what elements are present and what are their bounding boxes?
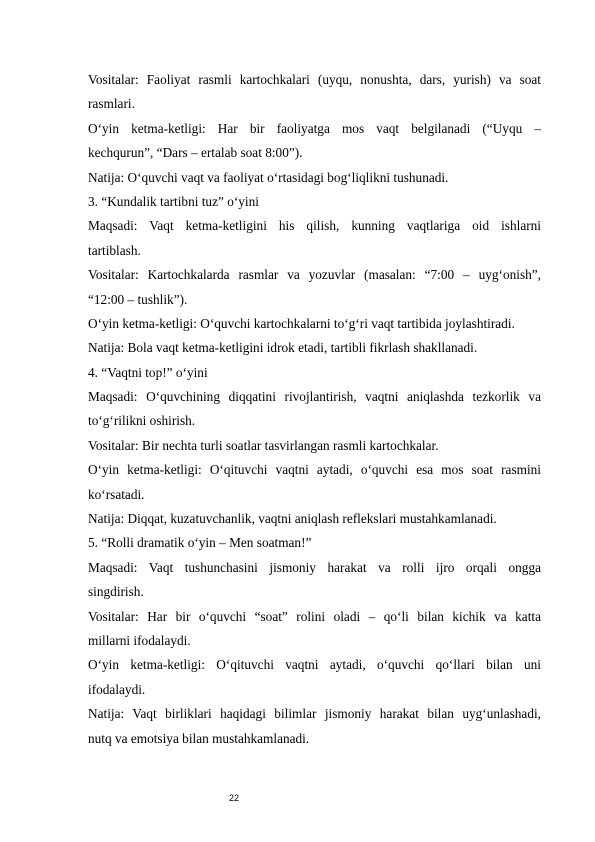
text-line: 3. “Kundalik tartibni tuz” o‘yini [88,193,259,209]
text-line: Natija: Diqqat, kuzatuvchanlik, vaqtni aniqlash reflekslari mustahkamlanadi. [88,511,497,527]
document-body [88,68,541,751]
text-line: ifodalaydi. [88,681,146,697]
text-line: singdirish. [88,584,144,600]
text-line: O‘yin ketma-ketligi: O‘quvchi kartochkalarni to‘g‘ri vaqt tartibida joylashtiradi. [88,315,515,331]
text-line: Natija: Bola vaqt ketma-ketligini idrok etadi, tartibli fikrlash shakllanadi. [88,340,478,356]
text-line: Maqsadi: Vaqt ketma-ketligini his qilish, kunning vaqtlariga oid ishlarni [88,218,541,234]
text-line: Maqsadi: Vaqt tushunchasini jismoniy harakat va rolli ijro orqali ongga [88,559,541,575]
text-line: Natija: O‘quvchi vaqt va faoliyat o‘rtasidagi bog‘liqlikni tushunadi. [88,169,449,185]
text-line: O‘yin ketma-ketligi: O‘qituvchi vaqtni aytadi, o‘quvchi esa mos soat rasmini [88,462,541,478]
text-line: rasmlari. [88,96,135,112]
text-line: nutq va emotsiya bilan mustahkamlanadi. [88,730,310,746]
text-line: Vositalar: Har bir o‘quvchi “soat” rolini oladi – qo‘li bilan kichik va katta [88,608,541,624]
text-line: Vositalar: Bir nechta turli soatlar tasvirlangan rasmli kartochkalar. [88,437,439,453]
page-number: 22 [228,793,239,803]
text-line: tartiblash. [88,242,141,258]
text-line: Maqsadi: O‘quvchining diqqatini rivojlantirish, vaqtni aniqlashda tezkorlik va [88,389,541,405]
text-line: to‘g‘rilikni oshirish. [88,413,196,429]
text-line: 4. “Vaqtni top!” o‘yini [88,364,208,380]
text-line: Vositalar: Faoliyat rasmli kartochkalari (uyqu, nonushta, dars, yurish) va soat [88,72,541,87]
text-line: millarni ifodalaydi. [88,632,191,648]
text-line: 5. “Rolli dramatik o‘yin – Men soatman!” [88,535,312,551]
text-line: kechqurun”, “Dars – ertalab soat 8:00”). [88,145,303,161]
text-line: ko‘rsatadi. [88,486,145,502]
text-line: Vositalar: Kartochkalarda rasmlar va yozuvlar (masalan: “7:00 – uyg‘onish”, [88,267,541,283]
text-line: O‘yin ketma-ketligi: Har bir faoliyatga mos vaqt belgilanadi (“Uyqu – [88,120,541,136]
text-line: Natija: Vaqt birliklari haqidagi bilimlar jismoniy harakat bilan uyg‘unlashadi, [88,706,541,722]
text-line: “12:00 – tushlik”). [88,291,188,307]
text-line: O‘yin ketma-ketligi: O‘qituvchi vaqtni aytadi, o‘quvchi qo‘llari bilan uni [88,657,541,673]
